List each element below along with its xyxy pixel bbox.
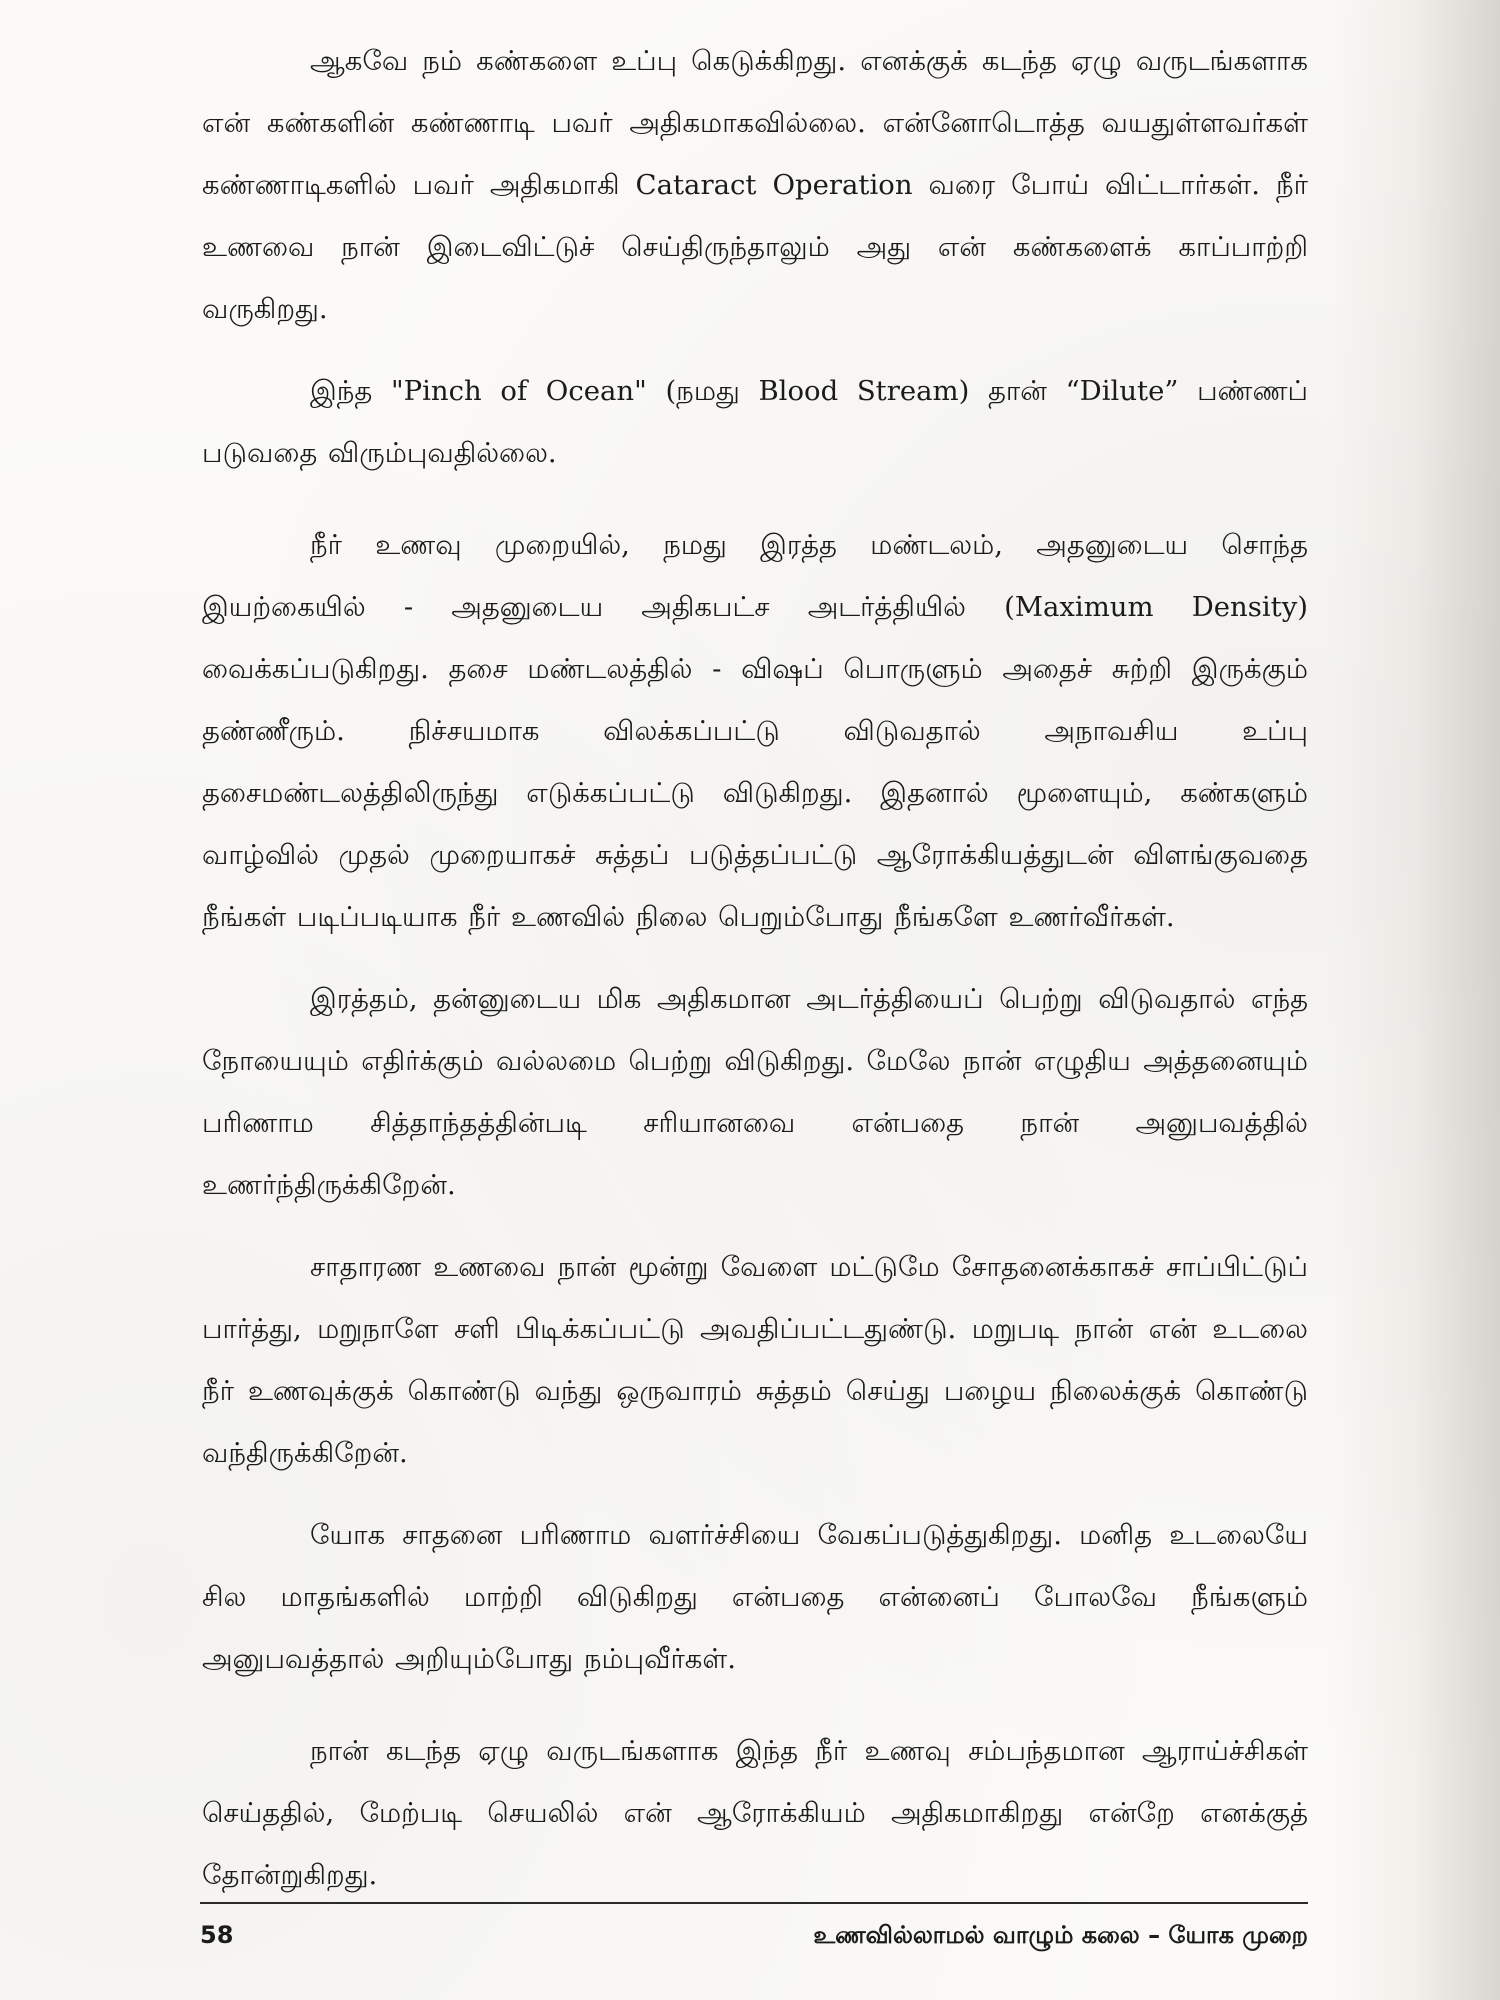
- page-binding-shadow: [1330, 0, 1500, 2000]
- body-text: [202, 30, 1308, 1926]
- paragraph-6: யோக சாதனை பரிணாம வளர்ச்சியை வேகப்படுத்துகிறது. மனித உடலையே சில மாதங்களில் மாற்றி விடுகிறது என்பதை என்னைப் போலவே நீங்களும் அனுபவத்தால் அறியும்போது நம்புவீர்கள்.: [202, 1519, 1308, 1675]
- paragraph-3: நீர் உணவு முறையில், நமது இரத்த மண்டலம், அதனுடைய சொந்த இயற்கையில் - அதனுடைய அதிகபட்ச அடர்த்தியில் (Maximum Density) வைக்கப்படுகிறது. தசை மண்டலத்தில் - விஷப் பொருளும் அதைச் சுற்றி இருக்கும் தண்ணீரும். நிச்சயமாக விலக்கப்பட்டு விடுவதால் அநாவசிய உப்பு தசைமண்டலத்திலிருந்து எடுக்கப்பட்டு விடுகிறது. இதனால் மூளையும், கண்களும் வாழ்வில் முதல் முறையாகச் சுத்தப் படுத்தப்பட்டு ஆரோக்கியத்துடன் விளங்குவதை நீங்கள் படிப்படியாக நீர் உணவில் நிலை பெறும்போது நீங்களே உணர்வீர்கள்.: [202, 529, 1308, 933]
- page-number: 58: [200, 1921, 234, 1949]
- running-book-title: உணவில்லாமல் வாழும் கலை – யோக முறை: [813, 1921, 1308, 1949]
- paragraph-1: ஆகவே நம் கண்களை உப்பு கெடுக்கிறது. எனக்குக் கடந்த ஏழு வருடங்களாக என் கண்களின் கண்ணாடி பவர் அதிகமாகவில்லை. என்னோடொத்த வயதுள்ளவர்கள் கண்ணாடிகளில் பவர் அதிகமாகி Cataract Operation வரை போய் விட்டார்கள். நீர் உணவை நான் இடைவிட்டுச் செய்திருந்தாலும் அது என் கண்களைக் காப்பாற்றி வருகிறது.: [202, 45, 1308, 325]
- paragraph-7: நான் கடந்த ஏழு வருடங்களாக இந்த நீர் உணவு சம்பந்தமான ஆராய்ச்சிகள் செய்ததில், மேற்படி செயலில் என் ஆரோக்கியம் அதிகமாகிறது என்றே எனக்குத் தோன்றுகிறது.: [202, 1735, 1308, 1891]
- page-footer: [200, 1915, 1308, 1965]
- paragraph-2: இந்த "Pinch of Ocean" (நமது Blood Stream) தான் “Dilute” பண்ணப் படுவதை விரும்புவதில்லை.: [202, 375, 1308, 469]
- footer-divider: [200, 1902, 1308, 1904]
- paragraph-4: இரத்தம், தன்னுடைய மிக அதிகமான அடர்த்தியைப் பெற்று விடுவதால் எந்த நோயையும் எதிர்க்கும் வல்லமை பெற்று விடுகிறது. மேலே நான் எழுதிய அத்தனையும் பரிணாம சித்தாந்தத்தின்படி சரியானவை என்பதை நான் அனுபவத்தில் உணர்ந்திருக்கிறேன்.: [202, 983, 1308, 1201]
- paragraph-5: சாதாரண உணவை நான் மூன்று வேளை மட்டுமே சோதனைக்காகச் சாப்பிட்டுப் பார்த்து, மறுநாளே சளி பிடிக்கப்பட்டு அவதிப்பட்டதுண்டு. மறுபடி நான் என் உடலை நீர் உணவுக்குக் கொண்டு வந்து ஒருவாரம் சுத்தம் செய்து பழைய நிலைக்குக் கொண்டு வந்திருக்கிறேன்.: [202, 1251, 1308, 1469]
